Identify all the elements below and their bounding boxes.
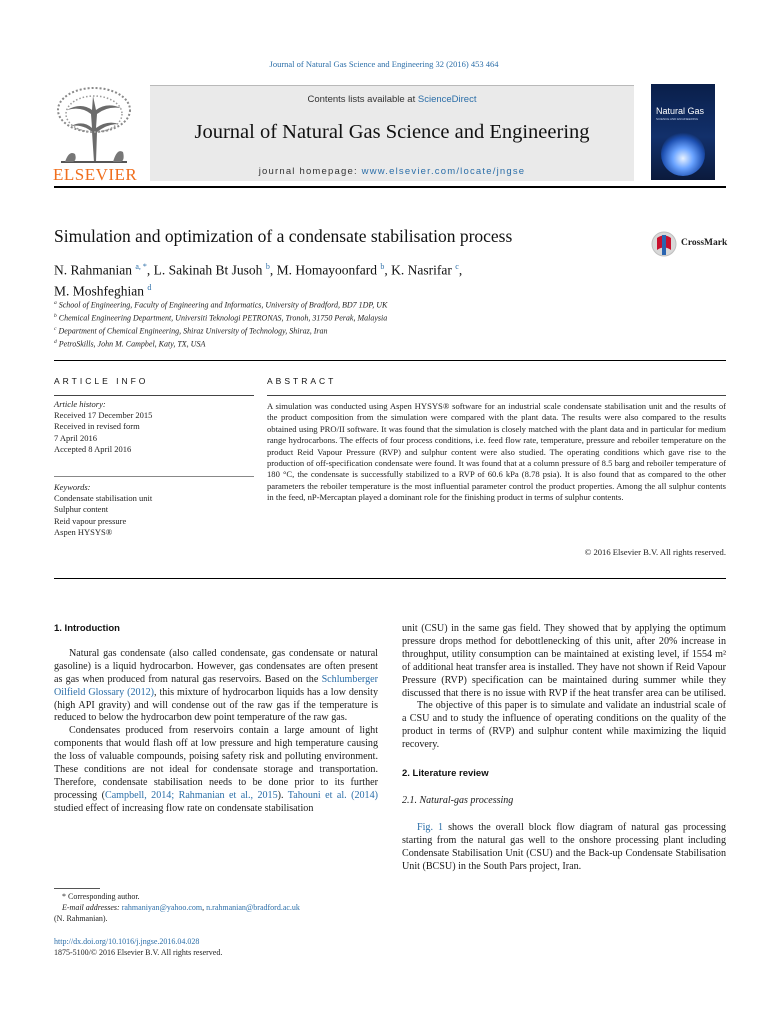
keyword-item: Sulphur content xyxy=(54,504,109,515)
author-separator: , xyxy=(269,262,277,278)
email-owner: (N. Rahmanian). xyxy=(54,913,108,923)
paragraph-text: studied effect of increasing flow rate on condensate stabilisation xyxy=(54,802,314,814)
affiliation-text: Department of Chemical Engineering, Shiraz University of Technology, Shiraz, Iran xyxy=(58,326,328,336)
author-list xyxy=(54,258,614,299)
intro-paragraph-2 xyxy=(54,725,378,815)
paragraph-text: shows the overall block flow diagram of natural gas processing starting from the natural gas well to the onshore processing plant including Condensate Stabilisation Unit (CSU) and the Back-up Condensate Stabilisation Unit (BCSU) in the South Pars project, Iran. xyxy=(402,821,727,872)
homepage-prefix: journal homepage: xyxy=(258,166,362,177)
keywords-rule xyxy=(54,476,254,477)
intro-paragraph-1 xyxy=(54,648,378,725)
author-name[interactable]: K. Nasrifar xyxy=(391,262,452,278)
author-name[interactable]: N. Rahmanian xyxy=(54,262,132,278)
paper-title: Simulation and optimization of a condensate stabilisation process xyxy=(54,226,513,246)
section-heading-introduction: 1. Introduction xyxy=(54,623,120,634)
abstract-rule xyxy=(267,395,726,396)
journal-cover-image[interactable] xyxy=(651,84,715,180)
reference-link[interactable]: Campbell, 2014; Rahmanian et al., 2015 xyxy=(104,789,278,801)
info-top-divider xyxy=(54,360,726,361)
author-affiliation-mark[interactable]: c xyxy=(455,262,459,271)
affiliation-item xyxy=(54,337,654,350)
affiliation-mark: b xyxy=(54,312,57,319)
author-separator: , xyxy=(458,262,463,278)
contents-prefix: Contents lists available at xyxy=(307,94,418,105)
author-affiliation-mark[interactable]: a, * xyxy=(135,262,147,271)
author-affiliation-mark[interactable]: b xyxy=(265,262,270,271)
paragraph-text: Condensates produced from reservoirs contain a large amount of light components that would flash off at low pressure and high temperature causing the loss of valuable compounds, poising safety risk and polluting environment. These conditions are not ideal for condensate storage and transportation. Therefore, condensate stabilisation needs to be done prior to its further processing ( xyxy=(54,725,378,801)
right-paragraph-2: The objective of this paper is to simulate and validate an industrial scale of a CSU and to study the influence of operating conditions on the quality of the product in terms of (RVP) and sulphur content while maximizing the liquid recovery. xyxy=(402,700,726,751)
history-title: Article history: xyxy=(54,399,106,409)
affiliation-mark: a xyxy=(54,300,57,306)
doi-link[interactable]: http://dx.doi.org/10.1016/j.jngse.2016.04.028 xyxy=(54,937,200,946)
body-left-column xyxy=(54,623,378,816)
history-item: Accepted 8 April 2016 xyxy=(54,443,132,454)
homepage-link[interactable]: www.elsevier.com/locate/jngse xyxy=(361,166,526,177)
keywords xyxy=(54,482,254,538)
paragraph-text: Natural gas condensate (also called condensate, gas condensate or natural gasoline) is a liquid hydrocarbon. However, gas condensates are often present as gas when produced from natural gas reservoirs. Based on the xyxy=(54,647,378,685)
email-separator: , xyxy=(202,902,207,912)
abstract-heading: ABSTRACT xyxy=(267,376,337,386)
author-affiliation-mark[interactable]: d xyxy=(147,282,152,292)
section-heading-literature-review: 2. Literature review xyxy=(402,768,489,780)
journal-masthead xyxy=(150,85,634,181)
homepage-line xyxy=(150,166,634,177)
crossmark-icon xyxy=(651,229,677,259)
keywords-title: Keywords: xyxy=(54,482,91,492)
cover-title: Natural Gas xyxy=(656,106,705,116)
footnote xyxy=(54,892,378,924)
right-paragraph-1: unit (CSU) in the same gas field. They showed that by applying the optimum pressure drops method for debottlenecking of this unit, after 20% increase in throughput, utility consumption can be maintained at existing level, if 1554 m² of additional heat transfer area is installed. They have not shown if Reid Vapour Pressure (RVP) specification can be maintained during summer while they discussed that there is no issue with RVP if the heat transfer area can be utilised. xyxy=(402,623,726,699)
affiliations xyxy=(54,298,654,350)
keyword-item: Condensate stabilisation unit xyxy=(54,493,153,504)
footer xyxy=(54,937,222,958)
body-right-column xyxy=(402,623,726,874)
author-separator: , xyxy=(146,262,154,278)
article-info-rule xyxy=(54,395,254,396)
history-item: 7 April 2016 xyxy=(54,432,97,443)
paragraph-text: ). xyxy=(277,789,288,801)
email-link[interactable]: n.rahmanian@bradford.ac.uk xyxy=(206,902,300,912)
author-name[interactable]: M. Homayoonfard xyxy=(276,262,378,278)
affiliation-mark: d xyxy=(54,338,57,345)
history-item: Received 17 December 2015 xyxy=(54,410,153,421)
journal-title: Journal of Natural Gas Science and Engineering xyxy=(194,121,590,143)
author-affiliation-mark[interactable]: b xyxy=(380,262,385,271)
subsection-heading: 2.1. Natural-gas processing xyxy=(402,794,514,806)
journal-citation[interactable]: Journal of Natural Gas Science and Engineering 32 (2016) 453 464 xyxy=(269,59,499,69)
affiliation-mark: c xyxy=(54,325,57,332)
affiliation-text: PetroSkills, John M. Campbel, Katy, TX, USA xyxy=(58,339,206,349)
email-link[interactable]: rahmaniyan@yahoo.com xyxy=(121,902,203,912)
header-divider xyxy=(54,186,726,188)
reference-link[interactable]: Schlumberger Oilfield Glossary (2012) xyxy=(54,673,378,698)
sciencedirect-link[interactable]: ScienceDirect xyxy=(417,94,477,105)
reference-link[interactable]: Tahouni et al. (2014) xyxy=(287,789,378,801)
keyword-item: Aspen HYSYS® xyxy=(54,526,113,537)
corresponding-author-note: * Corresponding author. xyxy=(62,892,140,901)
author-name[interactable]: L. Sakinah Bt Jusoh xyxy=(153,262,263,278)
paragraph-text: , this mixture of hydrocarbon liquids has a low density (high API gravity) and will condense out of the raw gas if the temperature is reduced to below the hydrocarbon dew point temperature of the raw gas. xyxy=(54,686,378,724)
affiliation-item xyxy=(54,311,654,324)
literature-paragraph-1 xyxy=(402,822,726,874)
abstract-copyright: © 2016 Elsevier B.V. All rights reserved. xyxy=(584,547,726,557)
body-top-divider xyxy=(54,578,726,579)
footnote-rule xyxy=(54,888,100,889)
article-info-heading: ARTICLE INFO xyxy=(54,376,149,386)
email-line xyxy=(54,903,378,914)
crossmark-label[interactable]: CrossMark xyxy=(681,238,728,248)
keyword-item: Reid vapour pressure xyxy=(54,515,127,526)
issn-line: 1875-5100/© 2016 Elsevier B.V. All rights reserved. xyxy=(54,947,223,957)
affiliation-text: Chemical Engineering Department, Universiti Teknologi PETRONAS, Tronoh, 31750 Perak, Malaysia xyxy=(58,313,388,323)
email-label: E-mail addresses: xyxy=(62,902,122,912)
affiliation-item xyxy=(54,298,654,311)
cover-flame-graphic xyxy=(661,132,705,176)
affiliation-text: School of Engineering, Faculty of Engineering and Informatics, University of Bradford, BD7 1DP, UK xyxy=(58,300,388,310)
history-item: Received in revised form xyxy=(54,421,140,432)
abstract-body: A simulation was conducted using Aspen HYSYS® software for an industrial scale condensate stabilisation unit and the results of the product composition from the simulation were compared with the plant data. The results were also compared to the results obtained using PRO/II software. It was found that the simulation is closely matched with the plant data and in particular for medium range hydrocarbons. The effects of four process conditions, i.e. feed flow rate, temperature, pressure and reboiler temperature on the product Reid Vapour Pressure (RVP) and sulphur content were also studied. The operating conditions which gave rise to the production of off-specification condensate were found. It was found that at a column pressure of 8.5 barg and reboiler temperature of 180 °C, the condensate is successfully stabilized to a RVP of 60.6 kPa (8.78 psia). It is also found that as compared to the other parameters the reboiler temperature is the most influential parameter control the product properties. Among the all sulphur contents in the feed, nP-Mercaptan played a dominant role for the finishing product in terms of sulphur contents. xyxy=(267,401,726,503)
author-name[interactable]: M. Moshfeghian xyxy=(54,283,144,298)
cover-subtitle: SCIENCE AND ENGINEERING xyxy=(656,117,699,121)
contents-line xyxy=(150,94,634,105)
affiliation-item xyxy=(54,324,654,337)
figure-link[interactable]: Fig. 1 xyxy=(417,821,444,833)
author-separator: , xyxy=(384,262,392,278)
elsevier-wordmark[interactable]: ELSEVIER xyxy=(53,165,138,184)
article-history xyxy=(54,399,254,455)
